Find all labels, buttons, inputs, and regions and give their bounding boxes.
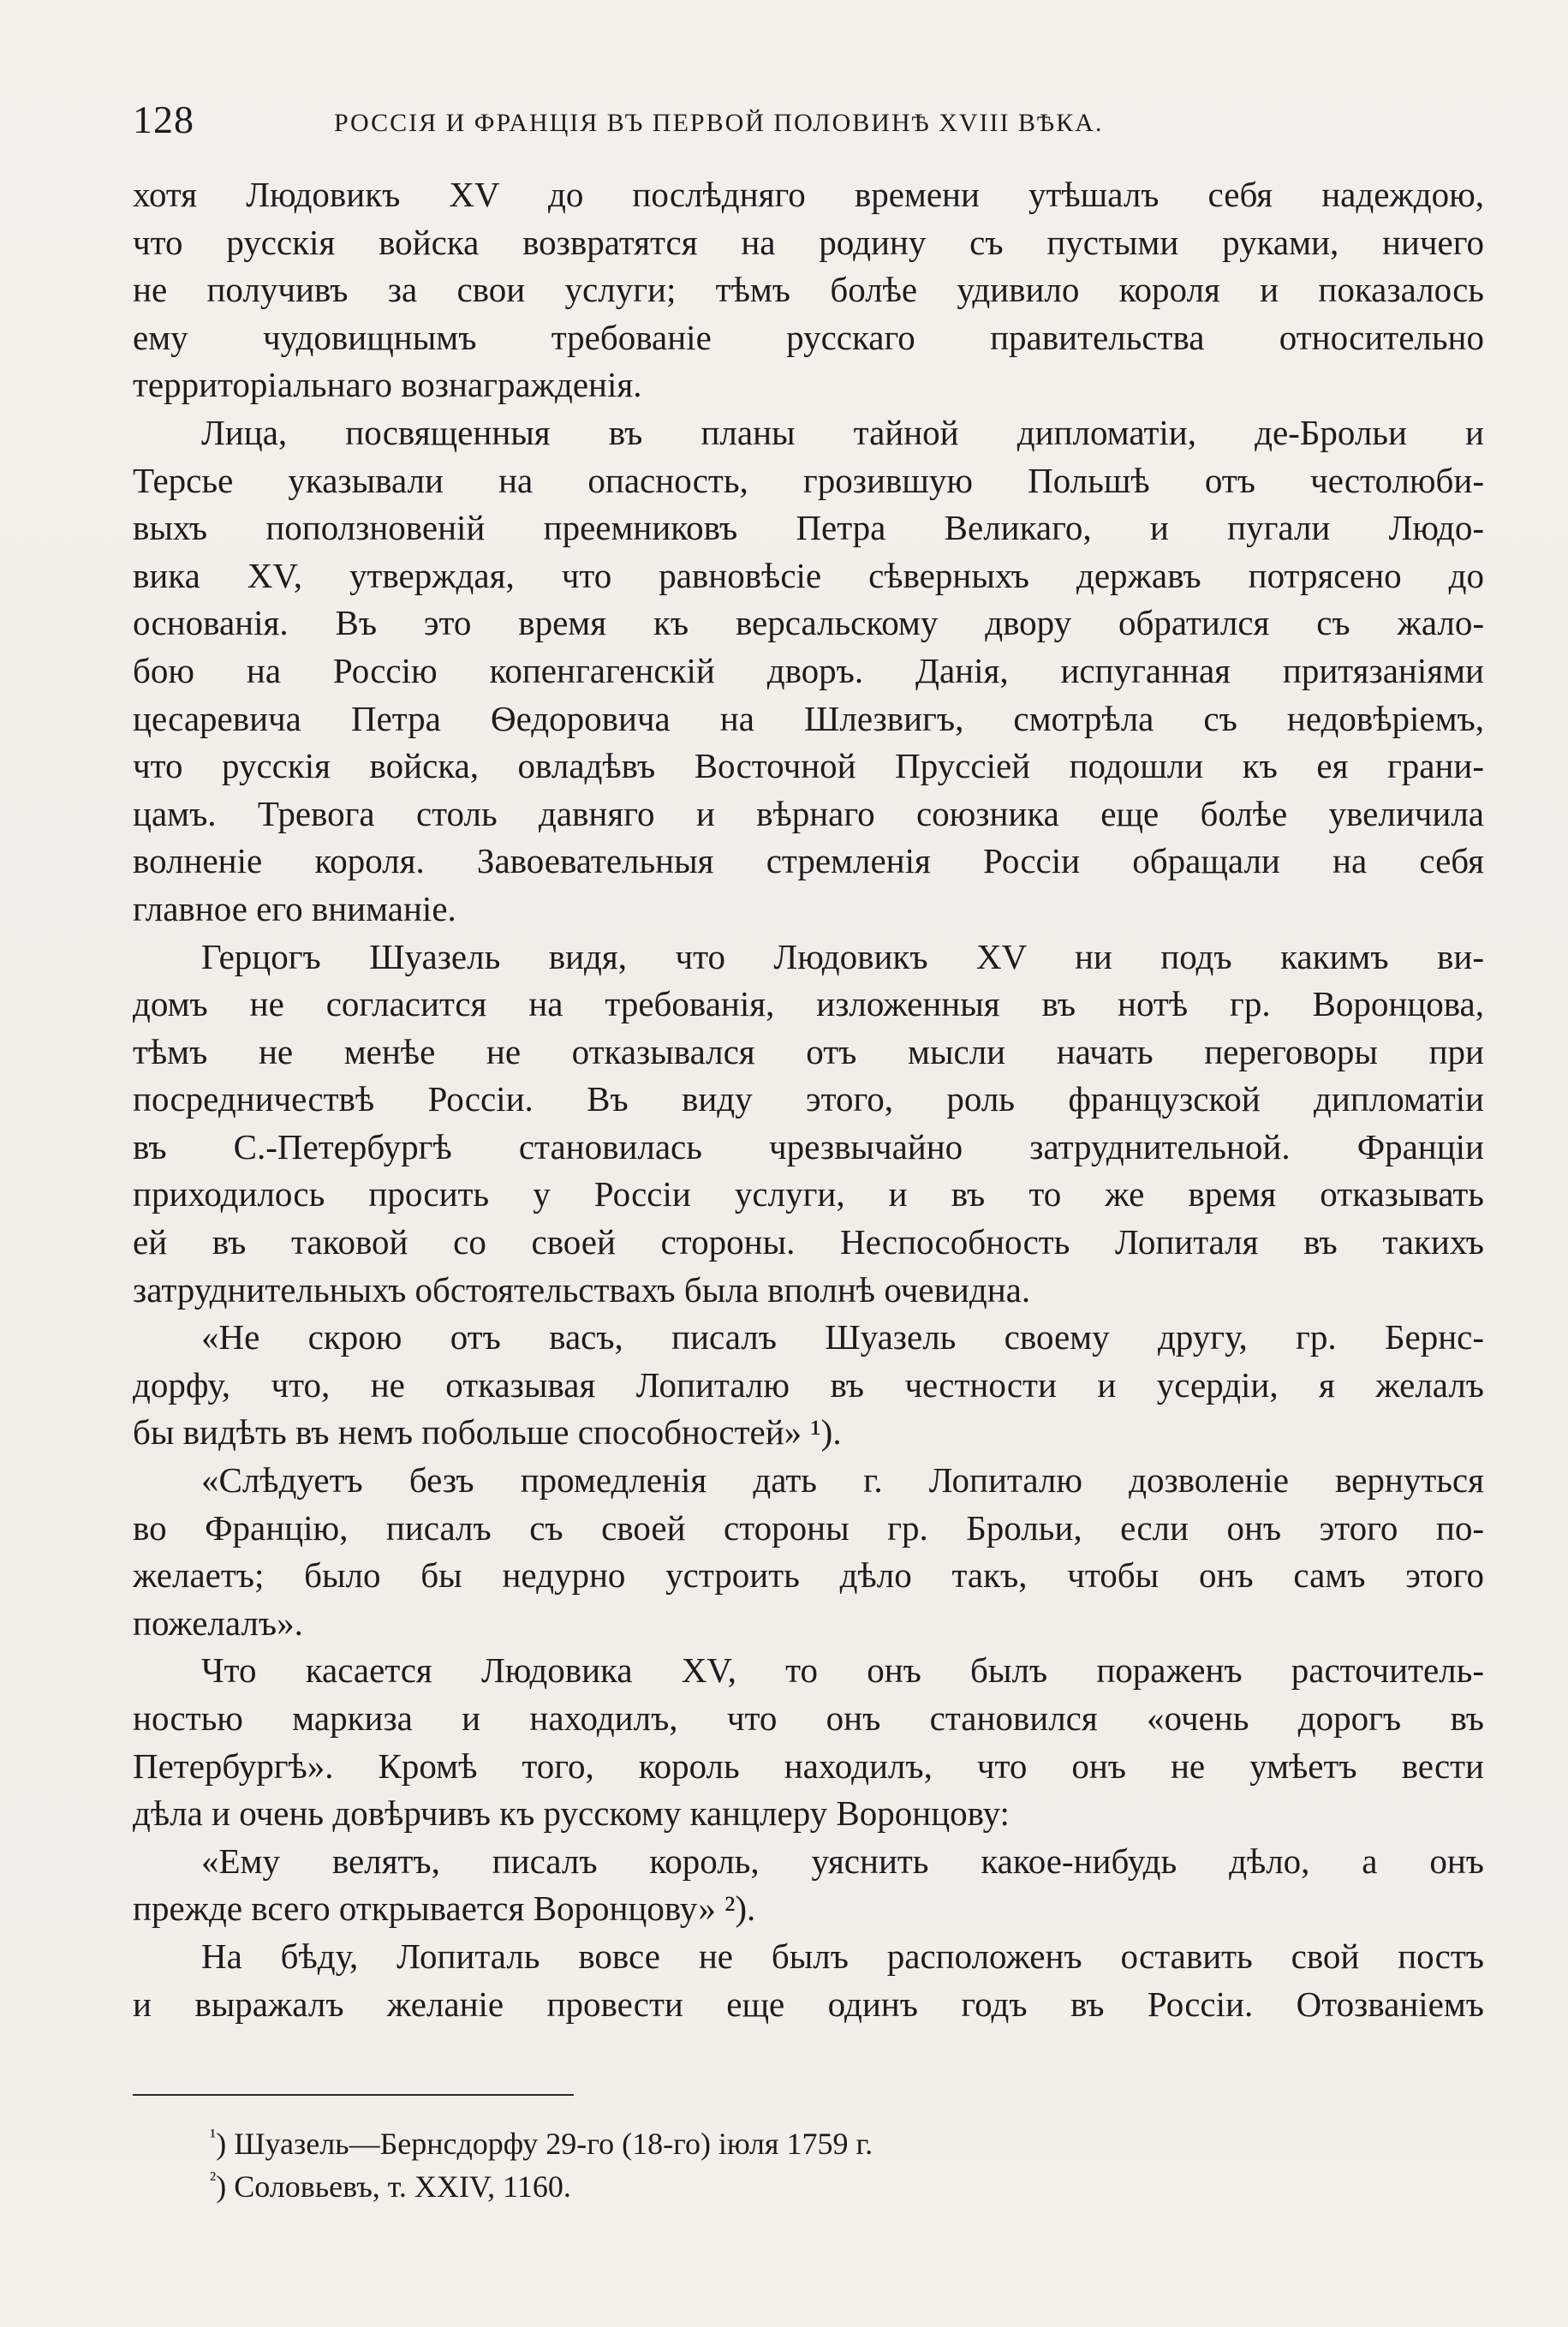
text-line: не получивъ за свои услуги; тѣмъ болѣе удивило короля и показалось	[133, 270, 1484, 310]
text-line: волненіе короля. Завоевательныя стремленія Россіи обращали на себя	[133, 841, 1484, 881]
page-header	[133, 94, 1272, 146]
footnote-divider	[133, 2094, 574, 2096]
text-line: посредничествѣ Россіи. Въ виду этого, роль французской дипломатіи	[133, 1079, 1484, 1119]
text-line: пожелалъ».	[133, 1602, 303, 1643]
text-line: цамъ. Тревога столь давняго и вѣрнаго союзника еще болѣе увеличила	[133, 793, 1484, 833]
text-line: хотя Людовикъ XV до послѣдняго времени утѣшалъ себя надеждою,	[133, 175, 1484, 214]
footnote-text: ) Шуазель—Бернсдорфу 29-го (18-го) іюля 1759 г.	[216, 2127, 873, 2161]
text-line: Петербургѣ». Кромѣ того, король находилъ, что онъ не умѣетъ вести	[133, 1745, 1484, 1786]
text-line: прежде всего открывается Воронцову» ²).	[133, 1888, 756, 1929]
text-line: затруднительныхъ обстоятельствахъ была вполнѣ очевидна.	[133, 1269, 1031, 1310]
text-line: тѣмъ не менѣе не отказывался отъ мысли начать переговоры при	[133, 1031, 1484, 1071]
text-line: территоріальнаго вознагражденія.	[133, 365, 642, 405]
text-line: «Ему велятъ, писалъ король, уяснить какое-нибудь дѣло, а онъ	[201, 1841, 1484, 1881]
footnote-mark: ²	[210, 2169, 217, 2191]
text-line: главное его вниманіе.	[133, 888, 456, 928]
text-line: дѣла и очень довѣрчивъ къ русскому канцлеру Воронцову:	[133, 1793, 1010, 1834]
text-line: бою на Россію копенгагенскій дворъ. Данія, испуганная притязаніями	[133, 650, 1484, 690]
text-line: На бѣду, Лопиталь вовсе не былъ расположенъ оставить свой постъ	[201, 1936, 1484, 1976]
text-line: во Францію, писалъ съ своей стороны гр. Брольи, если онъ этого по-	[133, 1507, 1484, 1548]
text-line: приходилось просить у Россіи услуги, и въ то же время отказывать	[133, 1174, 1484, 1214]
footnote-mark: ¹	[210, 2126, 217, 2148]
text-line: ему чудовищнымъ требованіе русскаго правительства относительно	[133, 317, 1484, 357]
text-line: бы видѣть въ немъ побольше способностей» ¹).	[133, 1412, 842, 1453]
text-line: «Слѣдуетъ безъ промедленія дать г. Лопиталю дозволеніе вернуться	[201, 1460, 1484, 1501]
footnote-text: ) Соловьевъ, т. XXIV, 1160.	[216, 2169, 571, 2204]
text-line: Герцогъ Шуазель видя, что Людовикъ XV ни подъ какимъ ви-	[201, 936, 1484, 976]
text-line: выхъ поползновеній преемниковъ Петра Великаго, и пугали Людо-	[133, 508, 1484, 548]
body-text	[133, 171, 1484, 2028]
text-line: домъ не согласится на требованія, изложенныя въ нотѣ гр. Воронцова,	[133, 984, 1484, 1024]
text-line: Что касается Людовика XV, то онъ былъ пораженъ расточитель-	[201, 1650, 1484, 1691]
footnotes	[210, 2122, 1237, 2208]
footnote	[210, 2165, 1237, 2208]
text-line: «Не скрою отъ васъ, писалъ Шуазель своему другу, гр. Бернс-	[201, 1317, 1484, 1357]
text-line: что русскія войска, овладѣвъ Восточной Пруссіей подошли къ ея грани-	[133, 746, 1484, 786]
text-line: основанія. Въ это время къ версальскому двору обратился съ жало-	[133, 603, 1484, 643]
page-number: 128	[133, 98, 194, 141]
text-line: въ С.-Петербургѣ становилась чрезвычайно затруднительной. Франціи	[133, 1126, 1484, 1166]
text-line: Терсье указывали на опасность, грозившую Польшѣ отъ честолюби-	[133, 460, 1484, 500]
text-line: дорфу, что, не отказывая Лопиталю въ честности и усердіи, я желалъ	[133, 1364, 1484, 1405]
running-title: РОССІЯ И ФРАНЦІЯ ВЪ ПЕРВОЙ ПОЛОВИНѢ XVIII ВѢКА.	[334, 109, 1104, 137]
text-line: желаетъ; было бы недурно устроить дѣло такъ, чтобы онъ самъ этого	[133, 1555, 1484, 1596]
text-line: цесаревича Петра Ѳедоровича на Шлезвигъ, смотрѣла съ недовѣріемъ,	[133, 698, 1484, 738]
text-line: ей въ таковой со своей стороны. Неспособность Лопиталя въ такихъ	[133, 1222, 1484, 1262]
text-line: Лица, посвященныя въ планы тайной дипломатіи, де-Брольи и	[201, 412, 1484, 452]
text-line: ностью маркиза и находилъ, что онъ становился «очень дорогъ въ	[133, 1698, 1484, 1738]
text-line: и выражалъ желаніе провести еще одинъ годъ въ Россіи. Отозваніемъ	[133, 1984, 1484, 2024]
text-line: вика XV, утверждая, что равновѣсіе сѣверныхъ державъ потрясено до	[133, 555, 1484, 595]
footnote	[210, 2122, 1237, 2165]
text-line: что русскія войска возвратятся на родину съ пустыми руками, ничего	[133, 222, 1484, 262]
